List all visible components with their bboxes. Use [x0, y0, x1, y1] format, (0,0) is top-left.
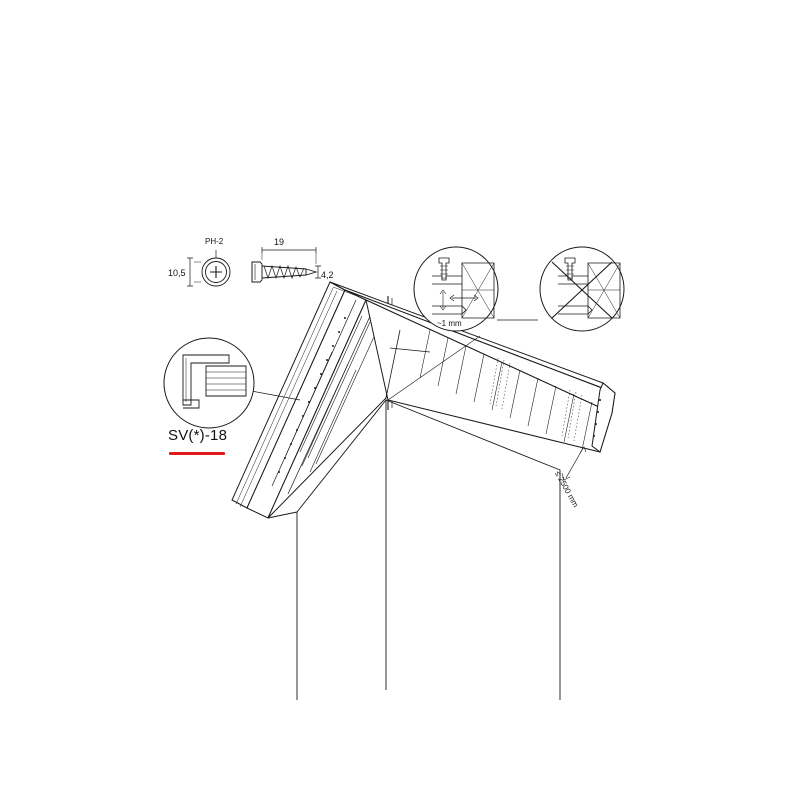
part-code-underline: [169, 452, 225, 455]
max-span-label: ≤ 2500 mm: [553, 469, 581, 509]
screw-dimension-drawing: [187, 247, 321, 286]
screw-length-label: 19: [274, 237, 285, 247]
max-span-dimension: [562, 447, 586, 480]
screw-thread-diameter-label: 4,2: [321, 270, 334, 280]
soffit-assembly-isometric: [232, 282, 615, 700]
callout-incorrect-fastening: [540, 247, 624, 331]
screw-head-diameter-label: 10,5: [168, 268, 186, 278]
fastening-gap-label: ~1 mm: [437, 319, 462, 328]
screw-driver-label: PH-2: [205, 237, 224, 246]
part-code-label: SV(*)-18: [168, 427, 228, 444]
callout-part-detail: [164, 338, 254, 428]
